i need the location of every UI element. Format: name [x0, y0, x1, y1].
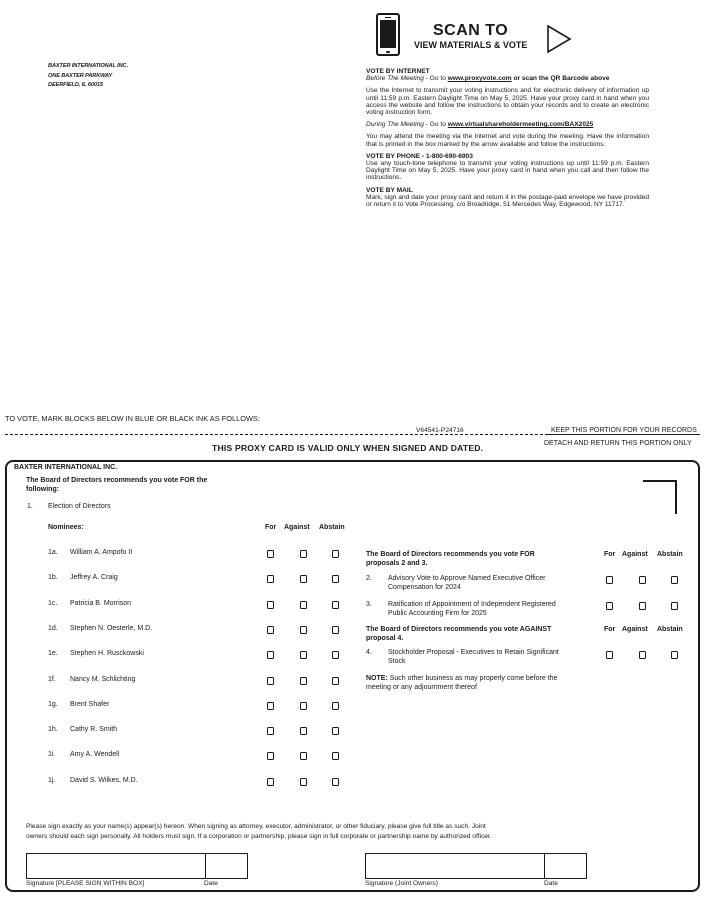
joint-signature-box[interactable]	[365, 853, 587, 879]
nominee-name: Jeffrey A. Craig	[70, 574, 118, 581]
to-vote-instruction: TO VOTE, MARK BLOCKS BELOW IN BLUE OR BLACK INK AS FOLLOWS:	[5, 414, 260, 423]
mail-text: Mark, sign and date your proxy card and return it in the postage-paid envelope we have provided or return it to Vote Processing, c/o Broadridge, 51 Mercedes Way, Edgewood, NY 11717.	[366, 193, 649, 209]
virtual-meeting-link[interactable]: www.virtualshareholdermeeting.com/BAX2025	[447, 121, 594, 129]
keep-line	[548, 434, 700, 435]
item1-number: 1.	[27, 503, 33, 510]
detach-line	[5, 434, 548, 435]
nominee-name: Brent Shafer	[70, 701, 110, 708]
nominee-abstain-checkbox[interactable]	[332, 677, 339, 685]
proposal-4-against-checkbox[interactable]	[639, 651, 646, 659]
phone-text: Use any touch-tone telephone to transmit your voting instructions up until 11:59 p.m. Eastern Daylight Time on May 5, 2025. Have your proxy card in hand when you call and then follow the instructions.	[366, 160, 649, 182]
nominee-against-checkbox[interactable]	[300, 677, 307, 685]
proposal-text	[388, 601, 556, 618]
col-against: Against	[622, 626, 648, 633]
board-rec-line: The Board of Directors recommends you vote AGAINST	[366, 626, 552, 633]
internet-text: Use the Internet to transmit your voting instructions and for electronic delivery of information up until 11:59 p.m. Eastern Daylight Time on May 5, 2025. Have your proxy card in hand when you access the website and follow the instructions to obtain your records and to create an electronic voting instruction form.	[366, 87, 649, 117]
nominee-for-checkbox[interactable]	[267, 752, 274, 760]
proposal-line: Stockholder Proposal - Executives to Retain Significant	[388, 649, 559, 656]
nominee-for-checkbox[interactable]	[267, 651, 274, 659]
nominee-against-checkbox[interactable]	[300, 550, 307, 558]
nominee-for-checkbox[interactable]	[267, 575, 274, 583]
board-rec-line: proposal 4.	[366, 634, 404, 642]
proposal-4-number: 4.	[366, 649, 372, 656]
note-label: NOTE:	[366, 675, 388, 682]
proposal-number: 2.	[366, 575, 372, 582]
nominee-number: 1d.	[48, 625, 58, 632]
col-abstain: Abstain	[657, 551, 683, 558]
attend-text: You may attend the meeting via the Internet and vote during the meeting. Have the information that is printed in the box marked by the arrow available and follow the instructions.	[366, 133, 649, 148]
nominee-abstain-checkbox[interactable]	[332, 752, 339, 760]
qr-text: or scan the QR Barcode above	[511, 75, 610, 83]
proposal-line: Compensation for 2024	[388, 583, 461, 591]
nominee-number: 1b.	[48, 574, 58, 581]
address-line: DEERFIELD, IL 60015	[48, 82, 103, 89]
nominee-abstain-checkbox[interactable]	[332, 727, 339, 735]
col-for: For	[604, 626, 616, 633]
proposal-line: Ratification of Appointment of Independent Registered	[388, 601, 556, 608]
before-meeting-text: - Go to	[423, 75, 448, 83]
proposal-4-text	[388, 649, 559, 666]
note-text: Such other business as may properly come before the	[387, 675, 558, 682]
nominee-name: David S. Wilkes, M.D.	[70, 777, 138, 784]
nominee-name: William A. Ampofo II	[70, 549, 133, 556]
nominee-against-checkbox[interactable]	[300, 651, 307, 659]
proposal-text	[388, 575, 545, 592]
nominee-abstain-checkbox[interactable]	[332, 601, 339, 609]
corner-mark	[643, 480, 677, 514]
nominee-against-checkbox[interactable]	[300, 752, 307, 760]
before-meeting-label: Before The Meeting	[366, 75, 424, 83]
note-text: meeting or any adjournment thereof	[366, 683, 477, 691]
date-label: Date	[544, 880, 558, 887]
nominee-against-checkbox[interactable]	[300, 601, 307, 609]
proposal-against-checkbox[interactable]	[639, 576, 646, 584]
nominee-number: 1h.	[48, 726, 58, 733]
board-recommendation-23	[366, 551, 535, 568]
address-line: BAXTER INTERNATIONAL INC.	[48, 63, 128, 69]
mail-heading: VOTE BY MAIL	[366, 186, 413, 194]
nominee-number: 1e.	[48, 650, 58, 657]
control-code: V64541-P24716	[416, 427, 464, 434]
nominee-for-checkbox[interactable]	[267, 601, 274, 609]
signature-box[interactable]	[26, 853, 248, 879]
nominee-number: 1f.	[48, 676, 56, 683]
nominee-name: Nancy M. Schlichting	[70, 676, 136, 683]
nominee-name: Stephen N. Oesterle, M.D.	[70, 625, 153, 632]
sign-instr-line: Please sign exactly as your name(s) appear(s) hereon. When signing as attorney, executor, administrator, or other fiduciary, please give full title as such. Joint	[26, 823, 486, 830]
address-line: ONE BAXTER PARKWAY	[48, 72, 113, 79]
nominee-abstain-checkbox[interactable]	[332, 575, 339, 583]
nominee-number: 1j.	[48, 777, 56, 784]
board-recommendation-against	[366, 626, 551, 643]
phone-heading: VOTE BY PHONE - 1-800-690-6903	[366, 152, 473, 160]
proposal-abstain-checkbox[interactable]	[671, 576, 678, 584]
nominee-for-checkbox[interactable]	[267, 626, 274, 634]
col-against: Against	[284, 524, 310, 531]
nominees-label: Nominees:	[48, 524, 84, 531]
nominee-name: Stephen H. Rusckowski	[70, 650, 144, 657]
nominee-abstain-checkbox[interactable]	[332, 702, 339, 710]
board-rec-line: following:	[26, 485, 60, 493]
keep-portion-label: KEEP THIS PORTION FOR YOUR RECORDS	[551, 427, 697, 434]
col-against: Against	[622, 551, 648, 558]
proposal-line: Public Accounting Firm for 2025	[388, 609, 487, 617]
proposal-for-checkbox[interactable]	[606, 602, 613, 610]
nominee-for-checkbox[interactable]	[267, 550, 274, 558]
nominee-against-checkbox[interactable]	[300, 702, 307, 710]
return-address	[48, 62, 128, 91]
proxyvote-link[interactable]: www.proxyvote.com	[447, 75, 512, 83]
signature-label: Signature [PLEASE SIGN WITHIN BOX]	[26, 880, 145, 887]
nominee-name: Amy A. Wendell	[70, 751, 120, 758]
col-for: For	[265, 524, 277, 531]
nominee-abstain-checkbox[interactable]	[332, 626, 339, 634]
col-for: For	[604, 551, 616, 558]
nominee-against-checkbox[interactable]	[300, 778, 307, 786]
proposal-4-for-checkbox[interactable]	[606, 651, 613, 659]
nominee-for-checkbox[interactable]	[267, 778, 274, 786]
nominee-against-checkbox[interactable]	[300, 626, 307, 634]
detach-return-label: DETACH AND RETURN THIS PORTION ONLY	[544, 440, 692, 447]
scan-title: SCAN TO	[433, 22, 509, 39]
proposal-4-abstain-checkbox[interactable]	[671, 651, 678, 659]
nominee-name: Patricia B. Morrison	[70, 600, 132, 607]
nominee-for-checkbox[interactable]	[267, 727, 274, 735]
board-rec-line: The Board of Directors recommends you vote FOR the	[26, 477, 208, 484]
nominee-abstain-checkbox[interactable]	[332, 550, 339, 558]
proposal-against-checkbox[interactable]	[639, 602, 646, 610]
nominee-against-checkbox[interactable]	[300, 575, 307, 583]
internet-heading: VOTE BY INTERNET	[366, 68, 430, 75]
voting-instructions	[366, 68, 649, 213]
smartphone-icon	[376, 13, 400, 56]
valid-notice: THIS PROXY CARD IS VALID ONLY WHEN SIGNED AND DATED.	[212, 443, 484, 453]
sign-instructions	[26, 822, 492, 841]
proposal-line: Stock	[388, 657, 406, 665]
date-label: Date	[204, 880, 218, 887]
board-rec-line: proposals 2 and 3.	[366, 559, 428, 567]
board-recommendation-for	[26, 477, 207, 494]
col-abstain: Abstain	[319, 524, 345, 531]
nominee-against-checkbox[interactable]	[300, 727, 307, 735]
card-company: BAXTER INTERNATIONAL INC.	[14, 464, 118, 471]
during-meeting-text: - Go to	[423, 121, 448, 129]
nominee-abstain-checkbox[interactable]	[332, 778, 339, 786]
joint-signature-label: Signature (Joint Owners)	[365, 880, 438, 887]
board-rec-line: The Board of Directors recommends you vote FOR	[366, 551, 535, 558]
sign-instr-line: owners should each sign personally. All holders must sign. If a corporation or partnership, please sign in full corporate or partnership name by authorized officer.	[26, 832, 492, 840]
during-meeting-label: During The Meeting	[366, 121, 424, 129]
nominee-for-checkbox[interactable]	[267, 677, 274, 685]
nominee-number: 1a.	[48, 549, 58, 556]
nominee-number: 1g.	[48, 701, 58, 708]
nominee-abstain-checkbox[interactable]	[332, 651, 339, 659]
proposal-line: Advisory Vote to Approve Named Executive Officer	[388, 575, 546, 582]
scan-subtitle: VIEW MATERIALS & VOTE	[414, 40, 528, 50]
col-abstain: Abstain	[657, 626, 683, 633]
nominee-for-checkbox[interactable]	[267, 702, 274, 710]
nominee-name: Cathy R. Smith	[70, 726, 118, 733]
nominee-number: 1c.	[48, 600, 58, 607]
proposal-abstain-checkbox[interactable]	[671, 602, 678, 610]
note	[366, 675, 557, 692]
proposal-for-checkbox[interactable]	[606, 576, 613, 584]
play-triangle-icon	[546, 24, 572, 54]
proposal-number: 3.	[366, 601, 372, 608]
nominee-number: 1i.	[48, 751, 56, 758]
item1-label: Election of Directors	[48, 503, 111, 510]
